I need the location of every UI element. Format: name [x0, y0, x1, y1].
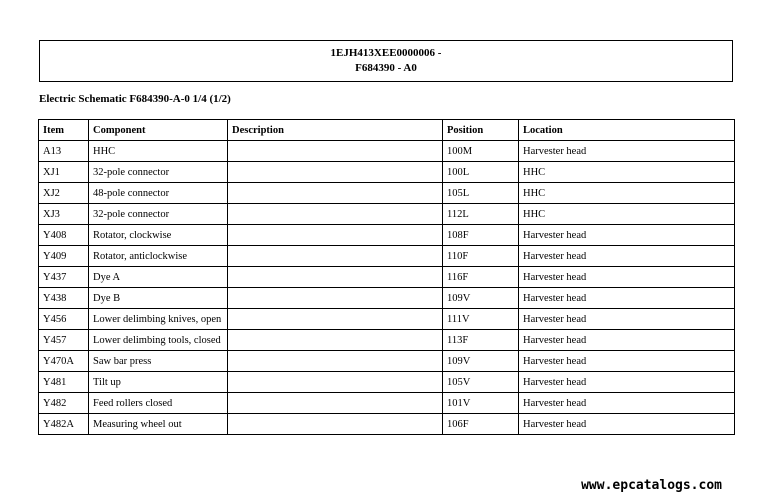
- position-cell: 105V: [443, 372, 519, 393]
- component-cell: HHC: [89, 141, 228, 162]
- location-cell: Harvester head: [519, 393, 735, 414]
- table-header-row: [39, 120, 735, 141]
- component-cell: 32-pole connector: [89, 204, 228, 225]
- position-cell: 110F: [443, 246, 519, 267]
- location-cell: Harvester head: [519, 141, 735, 162]
- location-cell: Harvester head: [519, 330, 735, 351]
- position-cell: 100L: [443, 162, 519, 183]
- table-body: [39, 141, 735, 435]
- component-cell: Lower delimbing knives, open: [89, 309, 228, 330]
- description-cell: [228, 225, 443, 246]
- item-cell: XJ3: [39, 204, 89, 225]
- item-cell: XJ1: [39, 162, 89, 183]
- table-row: [39, 225, 735, 246]
- document-header: [39, 40, 733, 82]
- item-cell: Y481: [39, 372, 89, 393]
- component-cell: Saw bar press: [89, 351, 228, 372]
- table-row: [39, 267, 735, 288]
- table-row: [39, 330, 735, 351]
- description-cell: [228, 267, 443, 288]
- components-table: [38, 119, 735, 435]
- component-cell: Rotator, anticlockwise: [89, 246, 228, 267]
- column-header-description: Description: [228, 120, 443, 141]
- item-cell: Y470A: [39, 351, 89, 372]
- component-cell: Feed rollers closed: [89, 393, 228, 414]
- position-cell: 112L: [443, 204, 519, 225]
- component-cell: 48-pole connector: [89, 183, 228, 204]
- table-row: [39, 204, 735, 225]
- location-cell: Harvester head: [519, 225, 735, 246]
- column-header-component: Component: [89, 120, 228, 141]
- description-cell: [228, 414, 443, 435]
- position-cell: 100M: [443, 141, 519, 162]
- description-cell: [228, 141, 443, 162]
- item-cell: Y456: [39, 309, 89, 330]
- table-row: [39, 309, 735, 330]
- description-cell: [228, 351, 443, 372]
- position-cell: 109V: [443, 351, 519, 372]
- description-cell: [228, 330, 443, 351]
- location-cell: HHC: [519, 162, 735, 183]
- column-header-item: Item: [39, 120, 89, 141]
- description-cell: [228, 204, 443, 225]
- description-cell: [228, 288, 443, 309]
- component-cell: 32-pole connector: [89, 162, 228, 183]
- header-line-1: 1EJH413XEE0000006 -: [330, 47, 442, 59]
- column-header-location: Location: [519, 120, 735, 141]
- position-cell: 105L: [443, 183, 519, 204]
- description-cell: [228, 372, 443, 393]
- table-row: [39, 162, 735, 183]
- location-cell: Harvester head: [519, 246, 735, 267]
- location-cell: Harvester head: [519, 372, 735, 393]
- position-cell: 116F: [443, 267, 519, 288]
- table-row: [39, 246, 735, 267]
- position-cell: 106F: [443, 414, 519, 435]
- item-cell: Y437: [39, 267, 89, 288]
- description-cell: [228, 309, 443, 330]
- item-cell: Y409: [39, 246, 89, 267]
- component-cell: Measuring wheel out: [89, 414, 228, 435]
- location-cell: HHC: [519, 204, 735, 225]
- component-cell: Dye B: [89, 288, 228, 309]
- item-cell: Y482A: [39, 414, 89, 435]
- component-cell: Tilt up: [89, 372, 228, 393]
- item-cell: A13: [39, 141, 89, 162]
- location-cell: Harvester head: [519, 309, 735, 330]
- position-cell: 108F: [443, 225, 519, 246]
- item-cell: XJ2: [39, 183, 89, 204]
- watermark: www.epcatalogs.com: [581, 478, 722, 493]
- component-cell: Rotator, clockwise: [89, 225, 228, 246]
- location-cell: Harvester head: [519, 414, 735, 435]
- table-row: [39, 183, 735, 204]
- position-cell: 109V: [443, 288, 519, 309]
- table-row: [39, 414, 735, 435]
- description-cell: [228, 393, 443, 414]
- position-cell: 113F: [443, 330, 519, 351]
- description-cell: [228, 183, 443, 204]
- header-line-2: F684390 - A0: [355, 62, 417, 74]
- item-cell: Y482: [39, 393, 89, 414]
- location-cell: HHC: [519, 183, 735, 204]
- column-header-position: Position: [443, 120, 519, 141]
- position-cell: 101V: [443, 393, 519, 414]
- item-cell: Y457: [39, 330, 89, 351]
- location-cell: Harvester head: [519, 288, 735, 309]
- table-row: [39, 372, 735, 393]
- table-row: [39, 141, 735, 162]
- section-title: Electric Schematic F684390-A-0 1/4 (1/2): [39, 93, 231, 105]
- table-row: [39, 393, 735, 414]
- item-cell: Y408: [39, 225, 89, 246]
- component-cell: Dye A: [89, 267, 228, 288]
- component-cell: Lower delimbing tools, closed: [89, 330, 228, 351]
- location-cell: Harvester head: [519, 267, 735, 288]
- position-cell: 111V: [443, 309, 519, 330]
- description-cell: [228, 162, 443, 183]
- item-cell: Y438: [39, 288, 89, 309]
- table-row: [39, 288, 735, 309]
- table-row: [39, 351, 735, 372]
- description-cell: [228, 246, 443, 267]
- location-cell: Harvester head: [519, 351, 735, 372]
